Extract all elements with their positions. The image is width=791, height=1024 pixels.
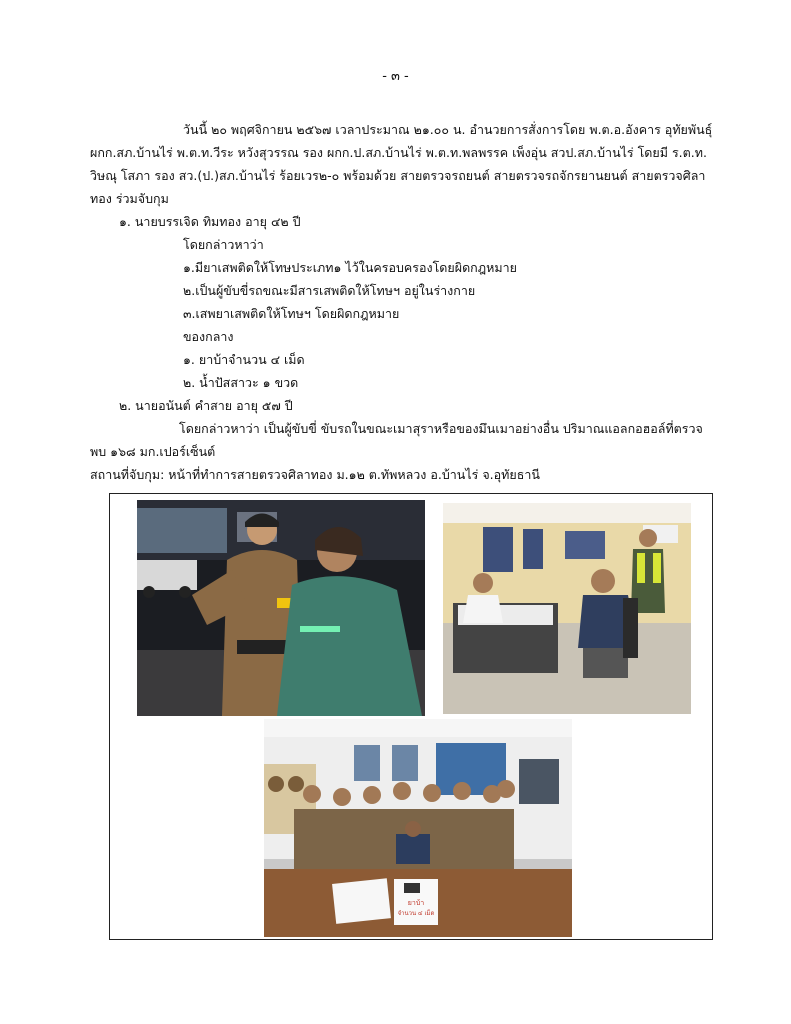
suspect1-charge-2: ๒.เป็นผู้ขับขี่รถขณะมีสารเสพติดให้โทษฯ อยู่ในร่างกาย [183, 283, 476, 298]
suspect2-charge-line-2: พบ ๑๖๘ มก.เปอร์เซ็นต์ [90, 444, 216, 459]
suspect2-heading: ๒. นายอนันต์ คำสาย อายุ ๕๗ ปี [119, 398, 293, 413]
group-officers-photo [264, 719, 572, 937]
suspect1-heading: ๑. นายบรรเจิด ทิมทอง อายุ ๔๒ ปี [119, 214, 301, 229]
photo-frame [109, 493, 713, 940]
intro-line-1: วันนี้ ๒๐ พฤศจิกายน ๒๕๖๗ เวลาประมาณ ๒๑.๐๐ น. อำนวยการสั่งการโดย พ.ต.อ.อังคาร อุทัยพันธุ์ [183, 122, 713, 137]
suspect1-evidence-2: ๒. น้ำปัสสาวะ ๑ ขวด [183, 375, 299, 390]
page-number: - ๓ - [382, 69, 409, 84]
suspect1-evidence-1: ๑. ยาบ้าจำนวน ๔ เม็ด [183, 352, 305, 367]
breathalyzer-photo-art [137, 500, 425, 716]
intro-line-3: วิษณุ โสภา รอง สว.(ป.)สภ.บ้านไร่ ร้อยเวร๒-๐ พร้อมด้วย สายตรวจรถยนต์ สายตรวจรถจักรยานยนต์ สายตรวจศิลา [90, 168, 706, 183]
intro-line-2: ผกก.สภ.บ้านไร่ พ.ต.ท.วีระ หวังสุวรรณ รอง ผกก.ป.สภ.บ้านไร่ พ.ต.ท.พลพรรค เพ็งอุ่น สวป.สภ.บ้านไร่ โดยมี ร.ต.ท. [90, 145, 707, 160]
suspect1-evidence-label: ของกลาง [183, 329, 234, 344]
breathalyzer-photo [137, 500, 425, 716]
suspect1-charge-label: โดยกล่าวหาว่า [183, 237, 264, 252]
suspect1-charge-3: ๓.เสพยาเสพติดให้โทษฯ โดยผิดกฎหมาย [183, 306, 400, 321]
suspect2-charge-line-1: โดยกล่าวหาว่า เป็นผู้ขับขี่ ขับรถในขณะเมาสุราหรือของมึนเมาอย่างอื่น ปริมาณแอลกอฮอล์ที่ตรวจ [179, 421, 703, 436]
arrest-location: สถานที่จับกุม: หน้าที่ทำการสายตรวจศิลาทอง ม.๑๒ ต.ทัพหลวง อ.บ้านไร่ จ.อุทัยธานี [90, 467, 540, 482]
office-interview-photo [443, 503, 691, 714]
evidence-sign-line-2: จำนวน ๔ เม็ด [397, 910, 435, 917]
evidence-sign-line-1: ยาบ้า [407, 899, 425, 907]
suspect1-charge-1: ๑.มียาเสพติดให้โทษประเภท๑ ไว้ในครอบครองโดยผิดกฎหมาย [183, 260, 517, 275]
intro-line-4: ทอง ร่วมจับกุม [90, 191, 169, 206]
office-interview-photo-art [443, 503, 691, 714]
group-officers-photo-art [264, 719, 572, 937]
